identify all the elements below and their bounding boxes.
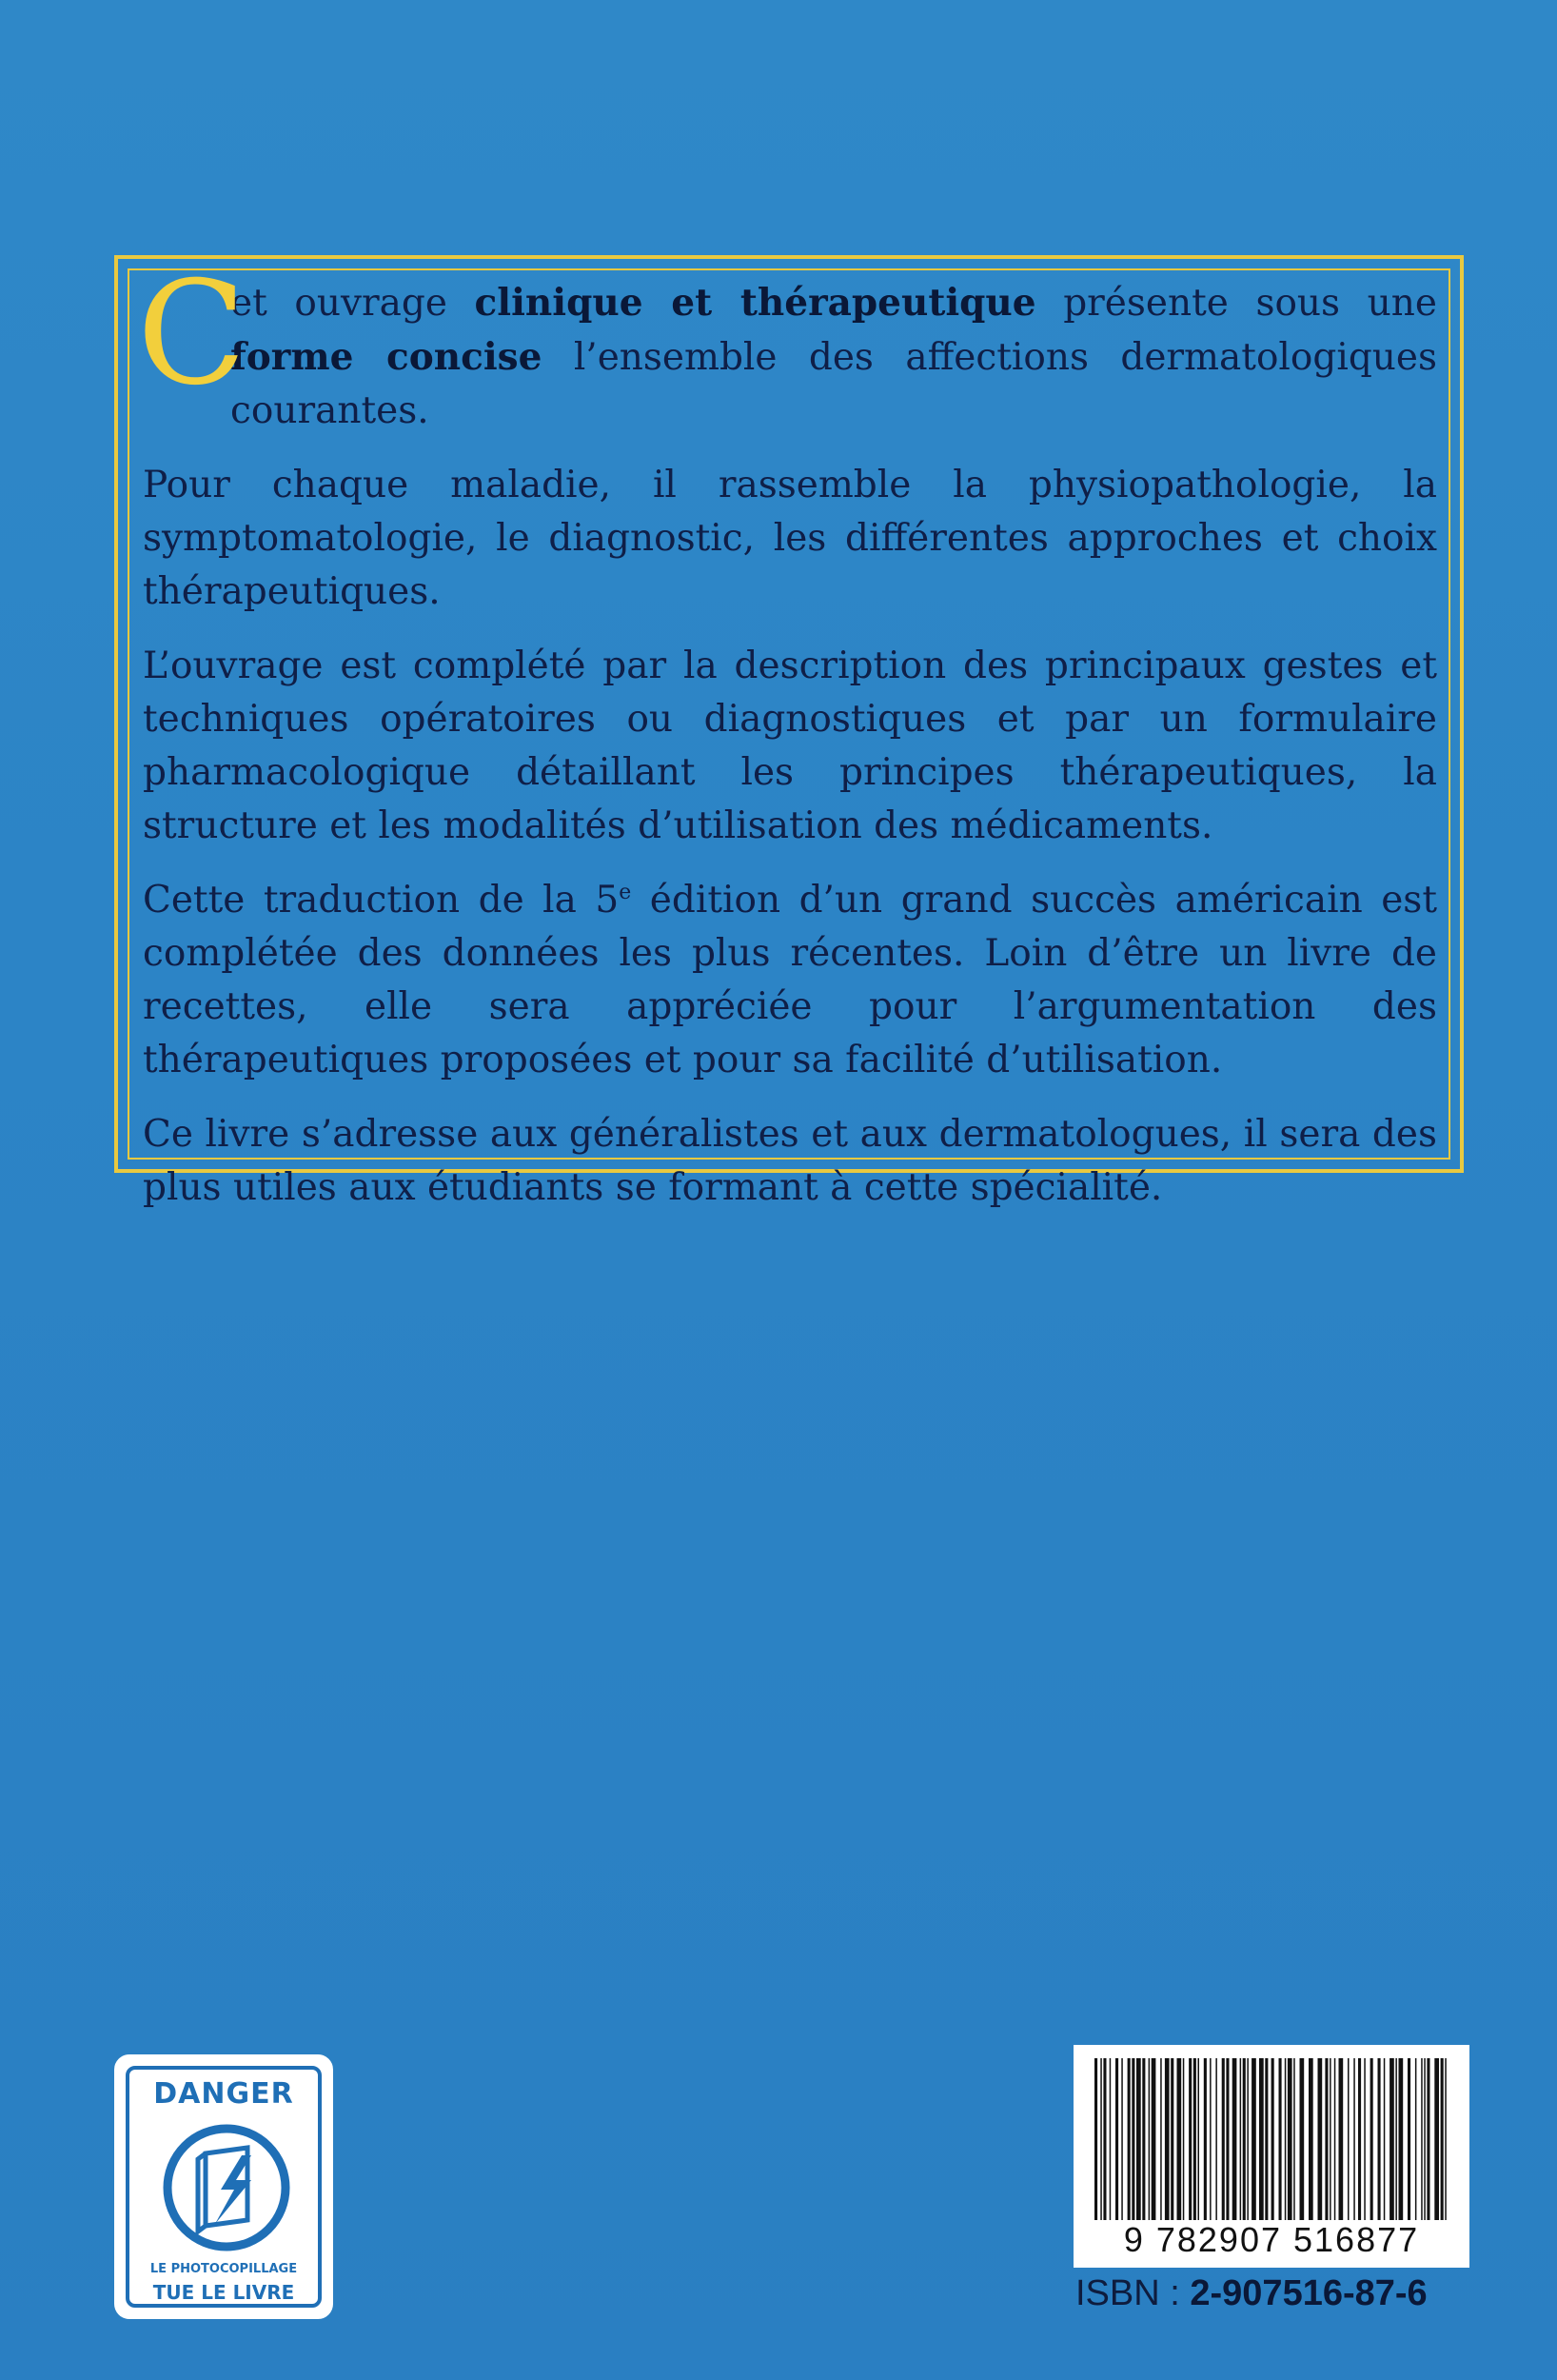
blurb-paragraph-4-end: édition d’un grand succès américain est complétée des données les plus récentes. Loin d’être un livre de recettes, elle sera appréciée pour l’argumentation des thérapeutiques proposées et pour sa facilité d’utilisation.: [143, 879, 1437, 1081]
blurb-paragraph-1-run: et ouvrage: [230, 282, 475, 325]
barcode-bar: [1399, 2058, 1404, 2220]
barcode-bar: [1142, 2058, 1145, 2220]
blurb-paragraph-1-run: forme concise: [230, 335, 542, 379]
barcode-bar: [1240, 2058, 1242, 2220]
barcode-bar: [1285, 2058, 1287, 2220]
barcode-bar: [1339, 2058, 1344, 2220]
barcode-bar: [1441, 2058, 1444, 2220]
barcode-bar: [1415, 2058, 1417, 2220]
barcode-bar: [1358, 2058, 1361, 2220]
barcode-bar: [1222, 2058, 1225, 2220]
isbn: [1075, 2273, 1475, 2314]
barcode-bar: [1318, 2058, 1323, 2220]
barcode-bar: [1226, 2058, 1229, 2220]
barcode-bar: [1160, 2058, 1162, 2220]
barcode-bar: [1094, 2058, 1097, 2220]
blurb-text: [137, 251, 1437, 1236]
edition-superscript: e: [619, 881, 632, 904]
barcode-bar: [1259, 2058, 1264, 2220]
barcode-bar: [1309, 2058, 1313, 2220]
barcode-bar: [1243, 2058, 1246, 2220]
barcode-bar: [1395, 2058, 1397, 2220]
blurb-paragraph-3: L’ouvrage est complété par la description des principaux gestes et techniques opératoires ou diagnostiques et par un formulaire pharmacologique détaillant les principes thérapeutiques, la structure et les modalités d’utilisation des médicaments.: [143, 645, 1437, 847]
barcode-bar: [1348, 2058, 1350, 2220]
barcode-bar: [1198, 2058, 1200, 2220]
barcode-bar: [1193, 2058, 1196, 2220]
blurb-paragraph-1: [137, 251, 1437, 438]
barcode-bar: [1279, 2058, 1282, 2220]
barcode-bar: [1408, 2058, 1410, 2220]
barcode-bar: [1136, 2058, 1141, 2220]
barcode-bar: [1293, 2058, 1295, 2220]
barcode-bar: [1152, 2058, 1156, 2220]
barcode-bar: [1252, 2058, 1256, 2220]
barcode-bar: [1384, 2058, 1386, 2220]
barcode-bar: [1300, 2058, 1305, 2220]
barcode-bar: [1271, 2058, 1274, 2220]
danger-photocopy-logo: [114, 2054, 333, 2319]
blurb-paragraph-1-run: l’ensemble des affections dermatologiques courantes.: [230, 336, 1437, 432]
isbn-number: 2-907516-87-6: [1190, 2273, 1428, 2313]
blurb-paragraph-1-run: présente sous une: [1035, 282, 1437, 325]
barcode-bar: [1183, 2058, 1185, 2220]
barcode-bar: [1128, 2058, 1131, 2220]
book-lightning-icon: [160, 2121, 293, 2254]
isbn-label: ISBN :: [1075, 2273, 1191, 2313]
barcode-bar: [1121, 2058, 1123, 2220]
barcode-bar: [1177, 2058, 1182, 2220]
barcode-bar: [1165, 2058, 1170, 2220]
barcode-bar: [1204, 2058, 1207, 2220]
barcode-bar: [1378, 2058, 1381, 2220]
danger-logo-line-2: TUE LE LIVRE: [152, 2281, 295, 2304]
blurb-paragraph-4-start: Cette traduction de la 5: [143, 879, 620, 922]
barcode-bar: [1103, 2058, 1106, 2220]
barcode-bar: [1421, 2058, 1423, 2220]
barcode-bar: [1115, 2058, 1118, 2220]
barcode-bar: [1364, 2058, 1366, 2220]
blurb-paragraph-1-text: [230, 282, 1437, 432]
drop-cap: C: [137, 251, 246, 417]
blurb-paragraph-2: Pour chaque maladie, il rassemble la physiopathologie, la symptomatologie, le diagnostic, les différentes approches et choix thérapeutiques.: [143, 464, 1437, 613]
barcode-bar: [1424, 2058, 1426, 2220]
blurb-paragraph-4: [143, 874, 1437, 1087]
barcode-bar: [1288, 2058, 1292, 2220]
barcode-bars: [1091, 2058, 1452, 2220]
barcode-bar: [1215, 2058, 1217, 2220]
barcode-bar: [1149, 2058, 1151, 2220]
barcode-bar: [1330, 2058, 1331, 2220]
barcode-bar: [1110, 2058, 1112, 2220]
barcode-bar: [1325, 2058, 1328, 2220]
barcode-bar: [1247, 2058, 1249, 2220]
barcode-bar: [1445, 2058, 1447, 2220]
barcode-bar: [1265, 2058, 1268, 2220]
blurb-paragraph-5: Ce livre s’adresse aux généralistes et aux dermatologues, il sera des plus utiles aux étudiants se formant à cette spécialité.: [143, 1113, 1437, 1209]
barcode-bar: [1353, 2058, 1355, 2220]
barcode-bar: [1210, 2058, 1212, 2220]
blurb-paragraph-1-run: clinique et thérapeutique: [474, 281, 1036, 325]
barcode-bar: [1232, 2058, 1237, 2220]
barcode-bar: [1100, 2058, 1102, 2220]
barcode-bar: [1334, 2058, 1336, 2220]
barcode-bar: [1171, 2058, 1173, 2220]
danger-logo-line-1: LE PHOTOCOPILLAGE: [149, 2262, 298, 2276]
barcode-bar: [1189, 2058, 1192, 2220]
barcode-bar: [1389, 2058, 1394, 2220]
barcode-bar: [1427, 2058, 1429, 2220]
barcode-digits: 9 782907 516877: [1123, 2220, 1420, 2259]
danger-logo-title: DANGER: [153, 2077, 294, 2111]
barcode: [1074, 2045, 1469, 2268]
barcode-bar: [1434, 2058, 1439, 2220]
barcode-bar: [1370, 2058, 1373, 2220]
barcode-bar: [1132, 2058, 1134, 2220]
